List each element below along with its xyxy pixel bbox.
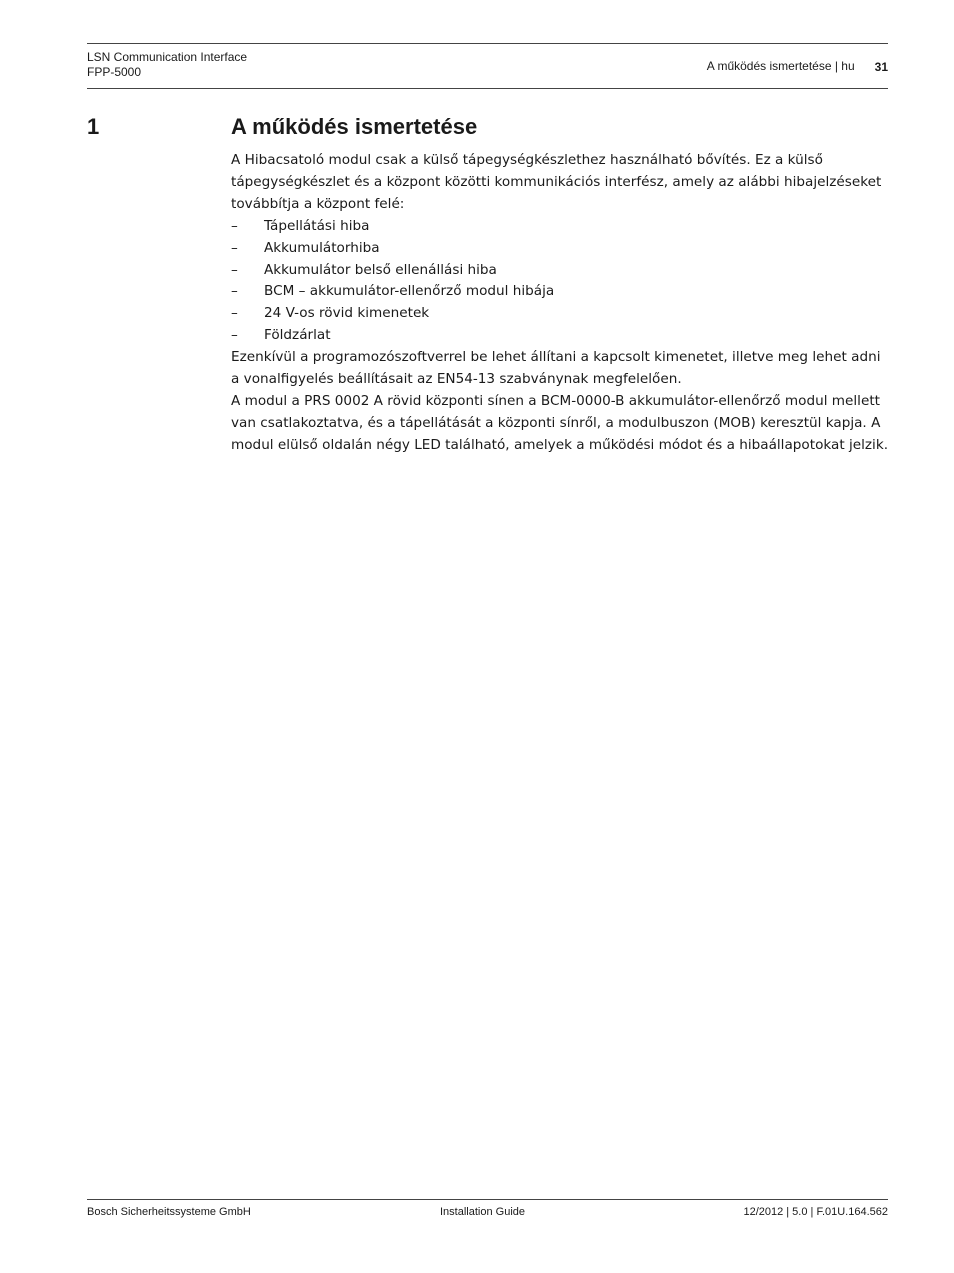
header-section-title: A működés ismertetése | hu <box>706 59 855 73</box>
list-item <box>231 303 891 325</box>
list-item-text: Akkumulátor belső ellenállási hiba <box>264 261 497 278</box>
chapter-body <box>231 150 891 457</box>
intro-paragraph: A Hibacsatoló modul csak a külső tápegységkészlethez használható bővítés. Ez a külső tápegységkészlet és a központ közötti kommunikációs interfész, amely az alábbi hibajelzéseket továbbítja a központ felé: <box>231 152 882 212</box>
dash-marker: – <box>231 217 238 234</box>
list-item <box>231 260 891 282</box>
page-header <box>87 43 888 89</box>
list-item <box>231 281 891 303</box>
page-number: 31 <box>874 60 888 74</box>
list-item-text: 24 V-os rövid kimenetek <box>264 305 430 322</box>
dash-marker: – <box>231 239 238 256</box>
list-item-text: Tápellátási hiba <box>264 217 370 234</box>
list-item-text: Földzárlat <box>264 327 331 344</box>
footer-doc-id: 12/2012 | 5.0 | F.01U.164.562 <box>743 1206 888 1218</box>
list-item <box>231 325 891 347</box>
dash-marker: – <box>231 261 238 278</box>
dash-marker: – <box>231 283 238 300</box>
footer-company: Bosch Sicherheitssysteme GmbH <box>87 1206 251 1218</box>
dash-marker: – <box>231 305 238 322</box>
chapter-title: A működés ismertetése <box>231 114 478 139</box>
list-item <box>231 238 891 260</box>
header-section-info <box>707 58 888 75</box>
list-item-text: Akkumulátorhiba <box>264 239 380 256</box>
page-footer <box>87 1199 888 1218</box>
installation-paragraph: A modul a PRS 0002 A rövid központi sínen a BCM-0000-B akkumulátor-ellenőrző modul mellett van csatlakoztatva, és a tápellátását a központi sínről, a modulbuszon (MOB) keresztül kapja. A modul elülső oldalán négy LED található, amelyek a működési módot és a hibaállapotokat jelzik. <box>231 392 889 453</box>
header-product-name: LSN Communication Interface <box>87 50 248 64</box>
dash-marker: – <box>231 327 238 344</box>
programming-paragraph: Ezenkívül a programozószoftverrel be lehet állítani a kapcsolt kimenetet, illetve meg lehet adni a vonalfigyelés beállításait az EN54-13 szabványnak megfelelően. <box>231 349 881 388</box>
header-product-code: FPP-5000 <box>87 65 142 79</box>
chapter-number: 1 <box>87 114 100 139</box>
list-item-text: BCM – akkumulátor-ellenőrző modul hibája <box>264 283 555 300</box>
footer-doc-type: Installation Guide <box>440 1206 525 1218</box>
header-product <box>87 50 247 80</box>
list-item <box>231 216 891 238</box>
fault-list <box>231 216 891 347</box>
